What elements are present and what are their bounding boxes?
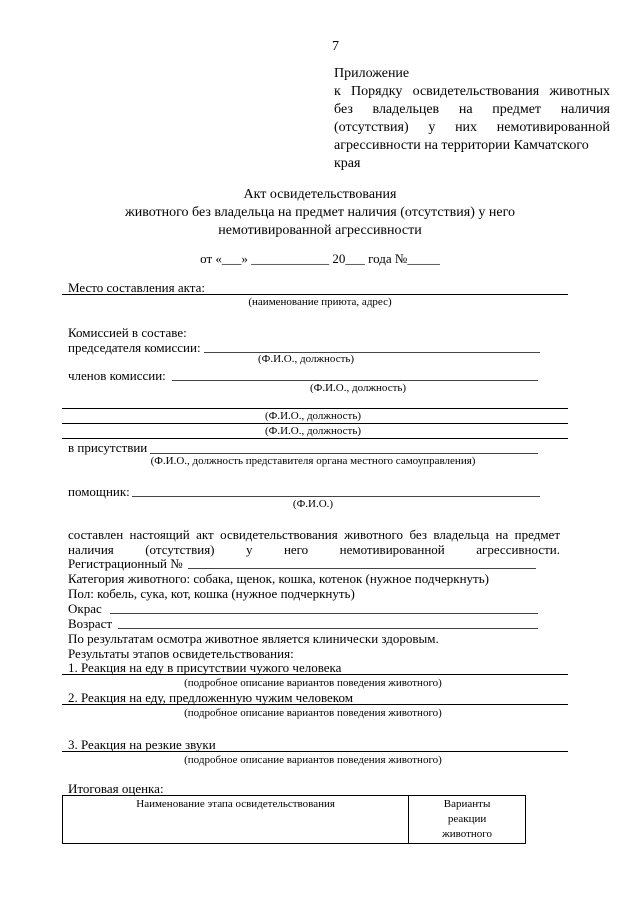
presence-label: в присутствии (68, 440, 148, 455)
age-label: Возраст (68, 616, 113, 631)
member-line (62, 438, 568, 439)
body-line: составлен настоящий акт освидетельствования животного без владельца на предмет (68, 527, 560, 542)
presence-fill-line (150, 453, 538, 454)
age-fill-line (118, 628, 538, 629)
sex-line: Пол: кобель, сука, кот, кошка (нужное подчеркнуть) (68, 586, 355, 601)
stage-hint: (подробное описание вариантов поведения животного) (184, 754, 442, 766)
doc-title-line: немотивированной агрессивности (218, 223, 422, 238)
commission-label: Комиссией в составе: (68, 325, 187, 340)
reg-label: Регистрационный № (68, 556, 183, 571)
appendix-line: агрессивности на территории Камчатского (334, 138, 589, 153)
appendix-line: края (334, 156, 361, 171)
place-hint: (наименование приюта, адрес) (248, 296, 392, 308)
color-fill-line (110, 613, 538, 614)
place-line (62, 294, 568, 295)
appendix-line: (отсутствия) у них немотивированной (334, 120, 610, 135)
stage-line (62, 704, 568, 705)
summary-col-reaction (409, 796, 526, 844)
place-label: Место составления акта: (68, 280, 205, 295)
appendix-line: без владельцев на предмет наличия (334, 102, 610, 117)
member-line (62, 408, 568, 409)
doc-title-line: животного без владельца на предмет наличия (отсутствия) у него (125, 205, 515, 220)
date-line: от «___» ____________ 20___ года №_____ (200, 251, 440, 266)
members-hint: (Ф.И.О., должность) (310, 382, 407, 394)
summary-col-reaction-line: животного (442, 828, 493, 840)
results-line: Результаты этапов освидетельствования: (68, 646, 294, 661)
assistant-label: помощник: (68, 484, 130, 499)
assistant-fill-line (132, 496, 540, 497)
summary-col-reaction-line: реакции (447, 813, 487, 825)
doc-title-line: Акт освидетельствования (243, 187, 397, 202)
stage-label: 2. Реакция на еду, предложенную чужим человеком (68, 690, 353, 705)
appendix-title: Приложение (334, 66, 410, 81)
stage-hint: (подробное описание вариантов поведения животного) (184, 677, 442, 689)
member-hint: (Ф.И.О., должность) (264, 410, 362, 422)
stage-label: 1. Реакция на еду в присутствии чужого человека (68, 660, 342, 675)
page-number: 7 (332, 39, 339, 54)
members-label: членов комиссии: (68, 368, 166, 383)
stage-hint: (подробное описание вариантов поведения животного) (184, 707, 442, 719)
body-line: наличия (отсутствия) у него немотивированной агрессивности. (68, 542, 560, 557)
reg-fill-line (188, 568, 536, 569)
assistant-hint: (Ф.И.О.) (292, 498, 334, 510)
category-line: Категория животного: собака, щенок, кошка, котенок (нужное подчеркнуть) (68, 571, 489, 586)
color-label: Окрас (68, 601, 102, 616)
summary-col-stage: Наименование этапа освидетельствования (63, 796, 409, 844)
stage-label: 3. Реакция на резкие звуки (68, 737, 216, 752)
member-hint: (Ф.И.О., должность) (264, 425, 362, 437)
chair-label: председателя комиссии: (68, 340, 201, 355)
appendix-line: к Порядку освидетельствования животных (334, 84, 610, 99)
summary-label: Итоговая оценка: (68, 781, 164, 796)
chair-hint: (Ф.И.О., должность) (258, 353, 355, 365)
presence-hint: (Ф.И.О., должность представителя органа местного самоуправления) (150, 455, 476, 467)
members-fill-line (172, 380, 538, 381)
stage-line (62, 674, 568, 675)
summary-table (62, 795, 526, 844)
chair-fill-line (204, 352, 540, 353)
summary-col-reaction-line: Варианты (443, 798, 491, 810)
member-line (62, 423, 568, 424)
health-line: По результатам осмотра животное является клинически здоровым. (68, 631, 439, 646)
stage-line (62, 751, 568, 752)
